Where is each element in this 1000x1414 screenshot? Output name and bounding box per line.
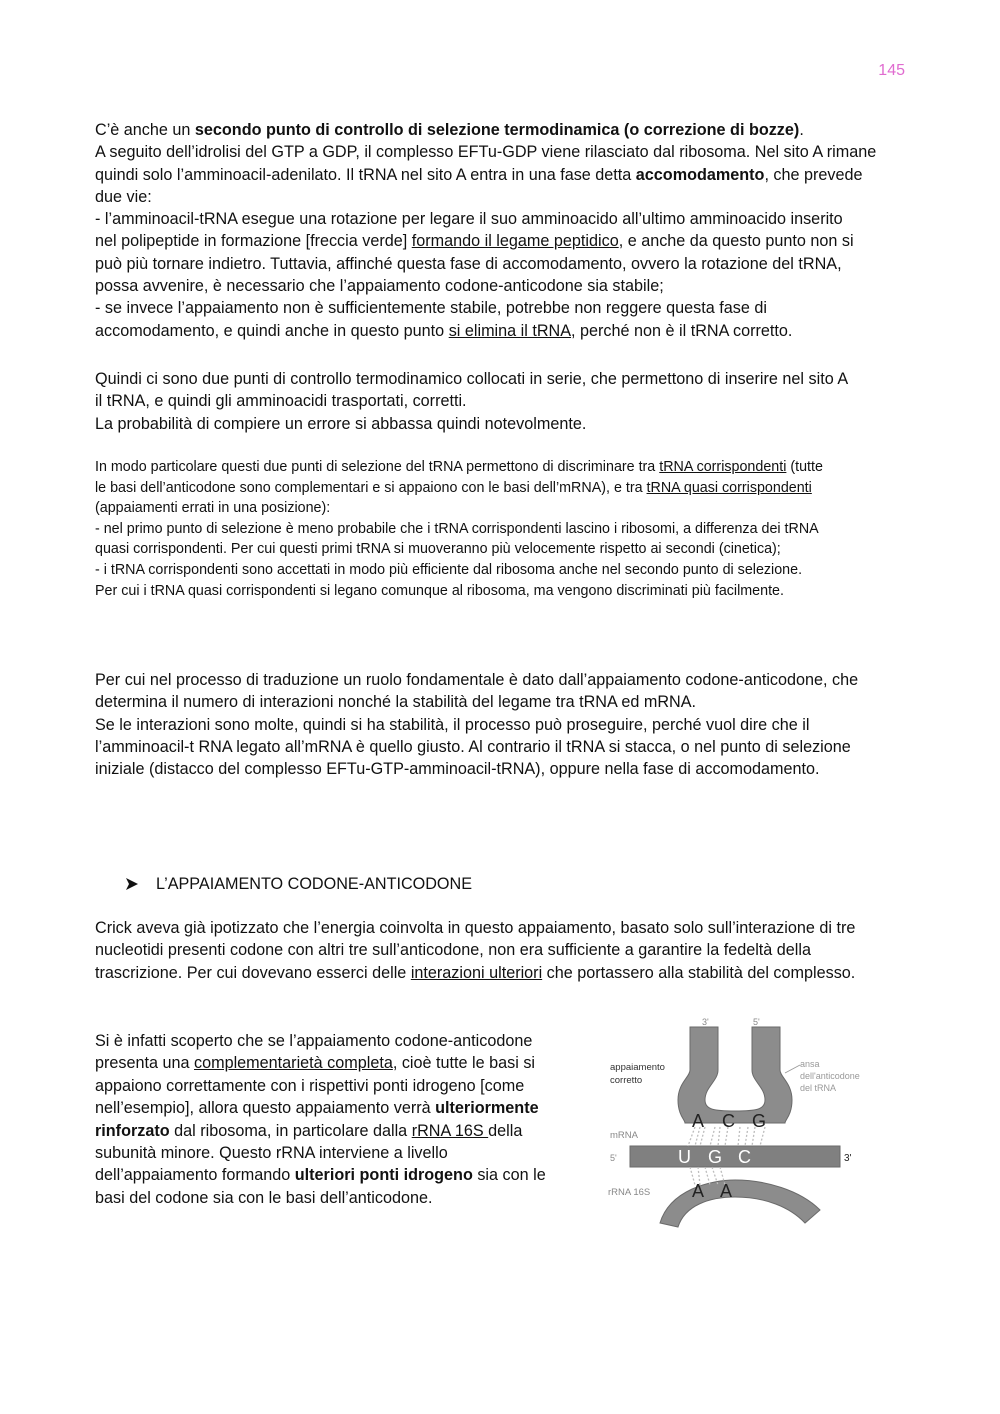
- bold-text: rinforzato: [95, 1121, 170, 1140]
- text-line: Per cui nel processo di traduzione un ruolo fondamentale è dato dall’appaiamento codone-anticodone, che: [95, 671, 859, 689]
- label-correct-pairing-2: corretto: [610, 1075, 643, 1086]
- page-number: 145: [878, 62, 905, 79]
- text: (tutte: [786, 459, 823, 475]
- text: , e anche da questo punto non si: [618, 232, 854, 251]
- anticodon-base-3: G: [752, 1111, 767, 1131]
- trna-anticodon-loop: [678, 1027, 792, 1123]
- text-line: La probabilità di compiere un errore si abbassa quindi notevolmente.: [95, 414, 587, 433]
- text-line: Se le interazioni sono molte, quindi si ha stabilità, il processo può proseguire, perché vuol dire che il: [95, 715, 810, 734]
- underlined-text: complementarietà completa: [194, 1054, 393, 1073]
- anticodon-base-2: C: [722, 1111, 735, 1131]
- label-3prime-mrna: 3': [844, 1153, 852, 1164]
- text: sia con le: [472, 1166, 546, 1185]
- underlined-text: tRNA quasi corrispondenti: [646, 479, 812, 496]
- text-line: può più tornare indietro. Tuttavia, affinché questa fase di accomodamento, ovvero la rotazione del tRNA,: [95, 254, 842, 273]
- codon-base-1: U: [678, 1147, 691, 1167]
- bold-text: secondo punto di controllo di selezione termodinamica (o correzione di bozze): [194, 121, 800, 139]
- label-loop-2: dell'anticodone: [800, 1071, 860, 1081]
- underlined-text: formando il legame peptidico: [411, 232, 619, 251]
- text: nell’esempio], allora questo appaiamento verrà: [95, 1099, 436, 1118]
- text: .: [799, 121, 804, 139]
- label-5prime-top: 5': [753, 1017, 760, 1027]
- text-line: appaiono correttamente con i rispettivi ponti idrogeno [come: [95, 1076, 525, 1095]
- bold-text: ulteriori ponti idrogeno: [294, 1166, 473, 1185]
- text: quindi solo l’amminoacil-adenilato. Il tRNA nel sito A entra in una fase detta: [95, 165, 636, 184]
- bold-text: accomodamento: [635, 165, 765, 184]
- underlined-text: interazioni ulteriori: [410, 963, 543, 982]
- text: che portassero alla stabilità del complesso.: [542, 963, 856, 982]
- codon-anticodon-diagram: [600, 1015, 890, 1230]
- heading-text: L’APPAIAMENTO CODONE-ANTICODONE: [156, 875, 473, 893]
- text-line: (appaiamenti errati in una posizione):: [95, 500, 331, 517]
- text: le basi dell’anticodone sono complementari e si appaiono con le basi dell’mRNA), e tra: [95, 479, 647, 496]
- paragraph-crick-hypothesis: [95, 917, 905, 984]
- label-loop-3: del tRNA: [800, 1083, 837, 1093]
- paragraph-trna-discrimination: [95, 457, 907, 601]
- paragraph-two-checkpoints: [95, 368, 905, 435]
- rrna-base-2: A: [720, 1181, 733, 1201]
- label-loop-1: ansa: [800, 1059, 820, 1069]
- label-5prime-mrna: 5': [610, 1153, 617, 1163]
- text: , che prevede: [764, 165, 863, 184]
- text: In modo particolare questi due punti di selezione del tRNA permettono di discriminare tra: [95, 459, 660, 475]
- label-correct-pairing-1: appaiamento: [610, 1062, 665, 1073]
- text-line: iniziale (distacco del complesso EFTu-GTP-amminoacil-tRNA), oppure nella fase di accomodamento.: [95, 760, 820, 779]
- text-line: subunità minore. Questo rRNA interviene a livello: [95, 1144, 448, 1163]
- text: dal ribosoma, in particolare dalla: [169, 1121, 412, 1140]
- text-line: Per cui i tRNA quasi corrispondenti si legano comunque al ribosoma, ma vengono discriminati più facilmente.: [95, 582, 784, 599]
- text: presenta una: [95, 1054, 194, 1073]
- text-line: - l’amminoacil-tRNA esegue una rotazione per legare il suo amminoacido all’ultimo amminoacido inserito: [95, 210, 843, 229]
- text: trascrizione. Per cui dovevano esserci delle: [95, 963, 411, 982]
- text: C’è anche un: [95, 121, 195, 139]
- text: nel polipeptide in formazione [freccia verde]: [95, 232, 412, 251]
- text-line: - i tRNA corrispondenti sono accettati in modo più efficiente dal ribosoma anche nel secondo punto di selezione.: [95, 561, 803, 578]
- mrna-strand: [630, 1146, 840, 1167]
- arrowhead-bullet-icon: [125, 877, 139, 891]
- text-line: Si è infatti scoperto che se l’appaiamento codone-anticodone: [95, 1032, 533, 1050]
- text: accomodamento, e quindi anche in questo punto: [95, 321, 449, 340]
- text-line: basi del codone sia con le basi dell’anticodone.: [95, 1188, 433, 1207]
- anticodon-base-1: A: [692, 1111, 705, 1131]
- text-line: A seguito dell’idrolisi del GTP a GDP, il complesso EFTu-GDP viene rilasciato dal ribosoma. Nel sito A rimane: [95, 143, 877, 162]
- text-line: Crick aveva già ipotizzato che l’energia coinvolta in questo appaiamento, basato solo sull’interazione di tre: [95, 919, 856, 937]
- codon-base-2: G: [708, 1147, 723, 1167]
- codon-base-3: C: [738, 1147, 751, 1167]
- label-mrna: mRNA: [610, 1130, 638, 1141]
- underlined-text: si elimina il tRNA: [448, 321, 572, 340]
- text-line: determina il numero di interazioni nonché la stabilità del legame tra tRNA ed mRNA.: [95, 693, 697, 712]
- text-line: quasi corrispondenti. Per cui questi primi tRNA si muoveranno più velocemente rispetto ai secondi (cinetica);: [95, 541, 781, 558]
- text: , cioè tutte le basi si: [392, 1054, 536, 1073]
- label-rrna-16s: rRNA 16S: [608, 1187, 651, 1198]
- text-line: Quindi ci sono due punti di controllo termodinamico collocati in serie, che permettono di inserire nel sito A: [95, 370, 849, 388]
- text-line: due vie:: [95, 187, 152, 206]
- text-line: possa avvenire, è necessario che l’appaiamento codone-anticodone sia stabile;: [95, 277, 664, 296]
- bold-text: ulteriormente: [435, 1099, 539, 1118]
- text: , perché non è il tRNA corretto.: [571, 321, 793, 340]
- label-3prime-top: 3': [702, 1017, 709, 1027]
- text-line: il tRNA, e quindi gli amminoacidi trasportati, corretti.: [95, 392, 467, 411]
- rrna-16s-strand: [660, 1180, 820, 1227]
- text-line: l’amminoacil-t RNA legato all’mRNA è quello giusto. Al contrario il tRNA si stacca, o nel punto di selezione: [95, 737, 851, 756]
- paragraph-second-checkpoint: [95, 119, 905, 342]
- underlined-text: rRNA 16S: [411, 1121, 489, 1140]
- rrna-base-1: A: [692, 1181, 705, 1201]
- section-heading: [125, 873, 472, 895]
- underlined-text: tRNA corrispondenti: [659, 459, 787, 475]
- text-line: - nel primo punto di selezione è meno probabile che i tRNA corrispondenti lascino i ribosomi, a differenza dei tRNA: [95, 520, 819, 537]
- text: dell’appaiamento formando: [95, 1166, 295, 1185]
- paragraph-codon-anticodon-role: [95, 669, 905, 780]
- text-line: - se invece l’appaiamento non è sufficientemente stabile, potrebbe non reggere questa fase di: [95, 299, 767, 318]
- text: della: [488, 1121, 523, 1140]
- paragraph-rrna-reinforcement: [95, 1030, 570, 1209]
- text-line: nucleotidi presenti codone con altri tre sull’anticodone, non era sufficiente a garantire la fedeltà della: [95, 941, 812, 960]
